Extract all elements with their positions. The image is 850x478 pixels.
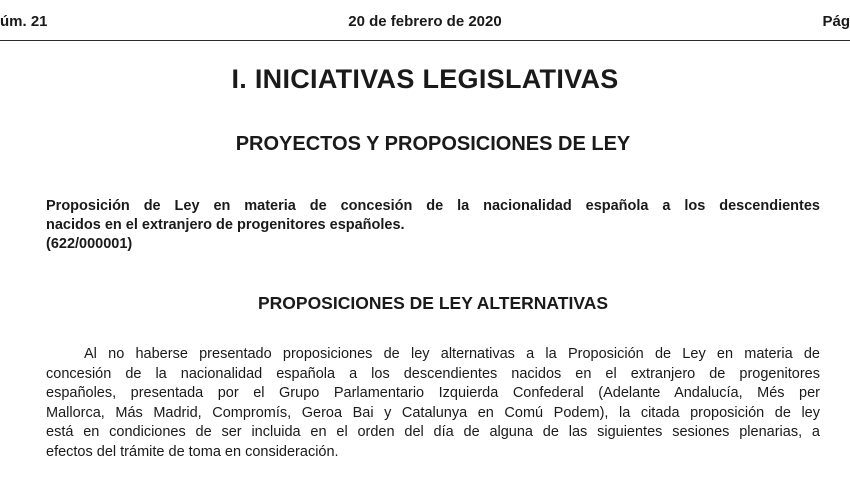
alternatives-title: PROPOSICIONES DE LEY ALTERNATIVAS xyxy=(257,293,609,313)
header-rule xyxy=(0,40,850,41)
publication-date: 20 de febrero de 2020 xyxy=(348,13,502,30)
paragraph-line: Al no haberse presentado proposiciones de ley alternativas a la Proposición de Ley en materia de xyxy=(84,346,820,362)
proposition-line: nacidos en el extranjero de progenitores españoles. xyxy=(46,217,405,233)
body-paragraph xyxy=(46,345,820,463)
issue-number: úm. 21 xyxy=(0,13,48,30)
paragraph-line: españoles, presentada por el Grupo Parlamentario Izquierda Confederal (Adelante Andalucía, Més per xyxy=(46,385,820,402)
paragraph-line: concesión de la nacionalidad española a los descendientes nacidos en el extranjero de progenitores xyxy=(46,365,820,382)
page-header xyxy=(0,0,850,44)
page-number-label: Pág xyxy=(822,13,850,30)
proposition-title xyxy=(46,197,820,254)
section-title: I. INICIATIVAS LEGISLATIVAS xyxy=(231,64,619,94)
paragraph-line: está en condiciones de ser incluida en el orden del día de alguna de las siguientes sesiones plenarias, a xyxy=(46,424,820,441)
subsection-title: PROYECTOS Y PROPOSICIONES DE LEY xyxy=(235,133,631,155)
proposition-reference: (622/000001) xyxy=(46,236,133,252)
proposition-line: Proposición de Ley en materia de concesión de la nacionalidad española a los descendientes xyxy=(46,198,820,214)
paragraph-line: Mallorca, Más Madrid, Compromís, Geroa Bai y Catalunya en Comú Podem), la citada proposición de ley xyxy=(46,404,820,421)
paragraph-line: efectos del trámite de toma en consideración. xyxy=(46,443,339,460)
